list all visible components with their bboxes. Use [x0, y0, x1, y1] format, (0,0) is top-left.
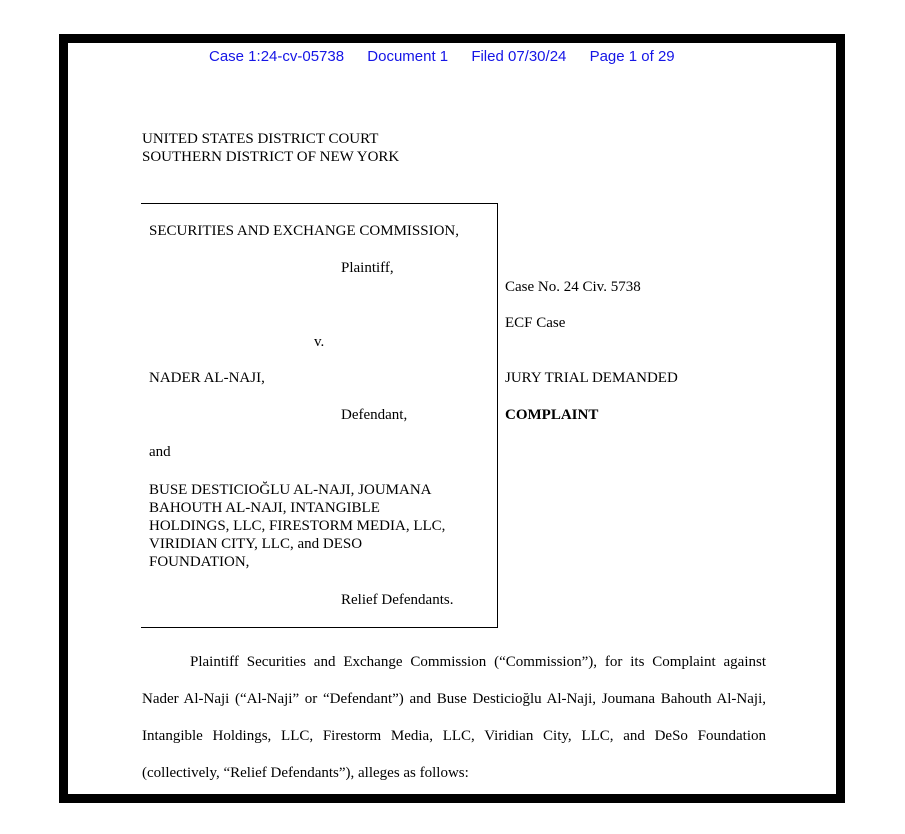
ecf-page-number: Page 1 of 29: [589, 48, 675, 65]
ecf-document-number: Document 1: [367, 48, 449, 65]
defendant-role: Defendant,: [341, 407, 408, 423]
relief-defendants-names: [149, 481, 445, 571]
relief-defendants-line: BAHOUTH AL-NAJI, INTANGIBLE: [149, 500, 380, 516]
court-name: UNITED STATES DISTRICT COURT: [142, 131, 379, 147]
relief-defendants-line: BUSE DESTICIOĞLU AL-NAJI, JOUMANA: [149, 482, 432, 498]
case-number: Case No. 24 Civ. 5738: [505, 279, 641, 295]
ecf-filed-date: Filed 07/30/24: [471, 48, 567, 65]
ecf-case-label: ECF Case: [505, 315, 566, 331]
plaintiff-role: Plaintiff,: [341, 260, 394, 276]
relief-defendants-line: HOLDINGS, LLC, FIRESTORM MEDIA, LLC,: [149, 518, 446, 534]
ecf-case-number: Case 1:24-cv-05738: [209, 48, 345, 65]
versus: v.: [314, 334, 325, 350]
relief-defendants-role: Relief Defendants.: [341, 592, 454, 608]
and-connector: and: [149, 444, 171, 460]
intro-paragraph: [142, 644, 766, 792]
relief-defendants-line: FOUNDATION,: [149, 554, 250, 570]
court-heading: [142, 130, 399, 166]
defendant-name: NADER AL-NAJI,: [149, 370, 265, 386]
court-district: SOUTHERN DISTRICT OF NEW YORK: [142, 149, 400, 165]
plaintiff-name: SECURITIES AND EXCHANGE COMMISSION,: [149, 223, 460, 239]
ecf-header: [209, 48, 694, 65]
intro-paragraph-text: Plaintiff Securities and Exchange Commission (“Commission”), for its Complaint against Nader Al-Naji (“Al-Naji” or “Defendant”) and Buse Desticioğlu Al-Naji, Joumana Bahouth Al-Naji, Intangible Holdings, LLC, Firestorm Media, LLC, Viridian City, LLC, and DeSo Foundation (collectively, “Relief Defendants”), alleges as follows:: [142, 654, 766, 781]
document-title: COMPLAINT: [505, 407, 599, 423]
relief-defendants-line: VIRIDIAN CITY, LLC, and DESO: [149, 536, 363, 552]
jury-demand: JURY TRIAL DEMANDED: [505, 370, 678, 386]
